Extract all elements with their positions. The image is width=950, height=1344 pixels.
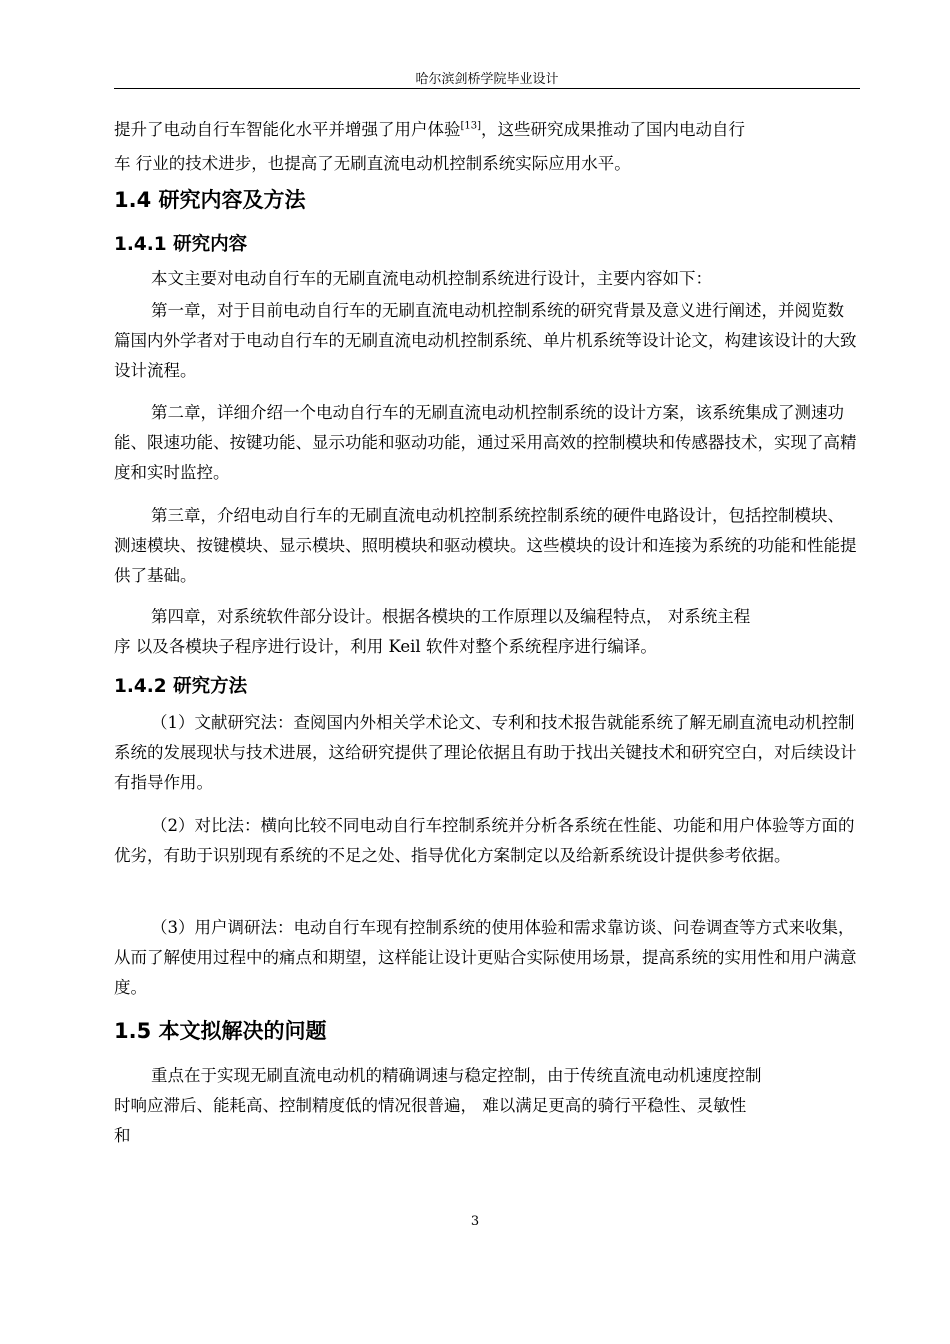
- page-number: 3: [470, 1214, 480, 1229]
- paragraph-chapter-1: 第一章，对于目前电动自行车的无刷直流电动机控制系统的研究背景及意义进行阐述，并阅览数篇国内外学者对于电动自行车的无刷直流电动机控制系统、单片机系统等设计论文，构建该设计的大致设计流程。: [114, 301, 857, 380]
- citation-13: [13]: [460, 120, 482, 132]
- heading-1-5: 1.5 本文拟解决的问题: [114, 1019, 327, 1043]
- heading-1-4: 1.4 研究内容及方法: [114, 188, 306, 212]
- page-header: 哈尔滨剑桥学院毕业设计: [415, 72, 559, 87]
- paragraph-method-3: （3）用户调研法：电动自行车现有控制系统的使用体验和需求靠访谈、问卷调查等方式来收集，从而了解使用过程中的痛点和期望，这样能让设计更贴合实际使用场景，提高系统的实用性和用户满意度。: [114, 918, 857, 997]
- paragraph-chapter-2: 第二章，详细介绍一个电动自行车的无刷直流电动机控制系统的设计方案，该系统集成了测速功能、限速功能、按键功能、显示功能和驱动功能，通过采用高效的控制模块和传感器技术，实现了高精度和实时监控。: [114, 403, 857, 482]
- intro-line-1-tail: ，这些研究成果推动了国内电动自行: [481, 120, 746, 139]
- header-divider: [114, 88, 860, 89]
- heading-1-4-1: 1.4.1 研究内容: [114, 234, 248, 255]
- paragraph-chapter-3: 第三章，介绍电动自行车的无刷直流电动机控制系统控制系统的硬件电路设计，包括控制模块、测速模块、按键模块、显示模块、照明模块和驱动模块。这些模块的设计和连接为系统的功能和性能提供了基础。: [114, 506, 857, 585]
- paragraph-method-1: （1）文献研究法：查阅国内外相关学术论文、专利和技术报告就能系统了解无刷直流电动机控制系统的发展现状与技术进展，这给研究提供了理论依据且有助于找出关键技术和研究空白，对后续设计有指导作用。: [114, 713, 857, 792]
- intro-line-1: [114, 116, 745, 140]
- heading-1-4-2: 1.4.2 研究方法: [114, 676, 248, 697]
- paragraph-problem-line-2: 时响应滞后、能耗高、控制精度低的情况很普遍， 难以满足更高的骑行平稳性、灵敏性: [114, 1096, 747, 1115]
- intro-line-2: 车 行业的技术进步，也提高了无刷直流电动机控制系统实际应用水平。: [114, 154, 631, 173]
- paragraph-problem-line-1: 重点在于实现无刷直流电动机的精确调速与稳定控制，由于传统直流电动机速度控制: [151, 1066, 762, 1085]
- paragraph-intro-content: 本文主要对电动自行车的无刷直流电动机控制系统进行设计，主要内容如下：: [151, 269, 712, 288]
- paragraph-chapter-4-line-2: 序 以及各模块子程序进行设计，利用 Keil 软件对整个系统程序进行编译。: [114, 637, 657, 656]
- paragraph-method-2: （2）对比法：横向比较不同电动自行车控制系统并分析各系统在性能、功能和用户体验等方面的优劣，有助于识别现有系统的不足之处、指导优化方案制定以及给新系统设计提供参考依据。: [114, 816, 855, 865]
- intro-line-1-text: 提升了电动自行车智能化水平并增强了用户体验: [114, 120, 461, 139]
- paragraph-chapter-4-line-1: 第四章，对系统软件部分设计。根据各模块的工作原理以及编程特点， 对系统主程: [151, 607, 751, 626]
- paragraph-problem-line-3: 和: [114, 1126, 131, 1145]
